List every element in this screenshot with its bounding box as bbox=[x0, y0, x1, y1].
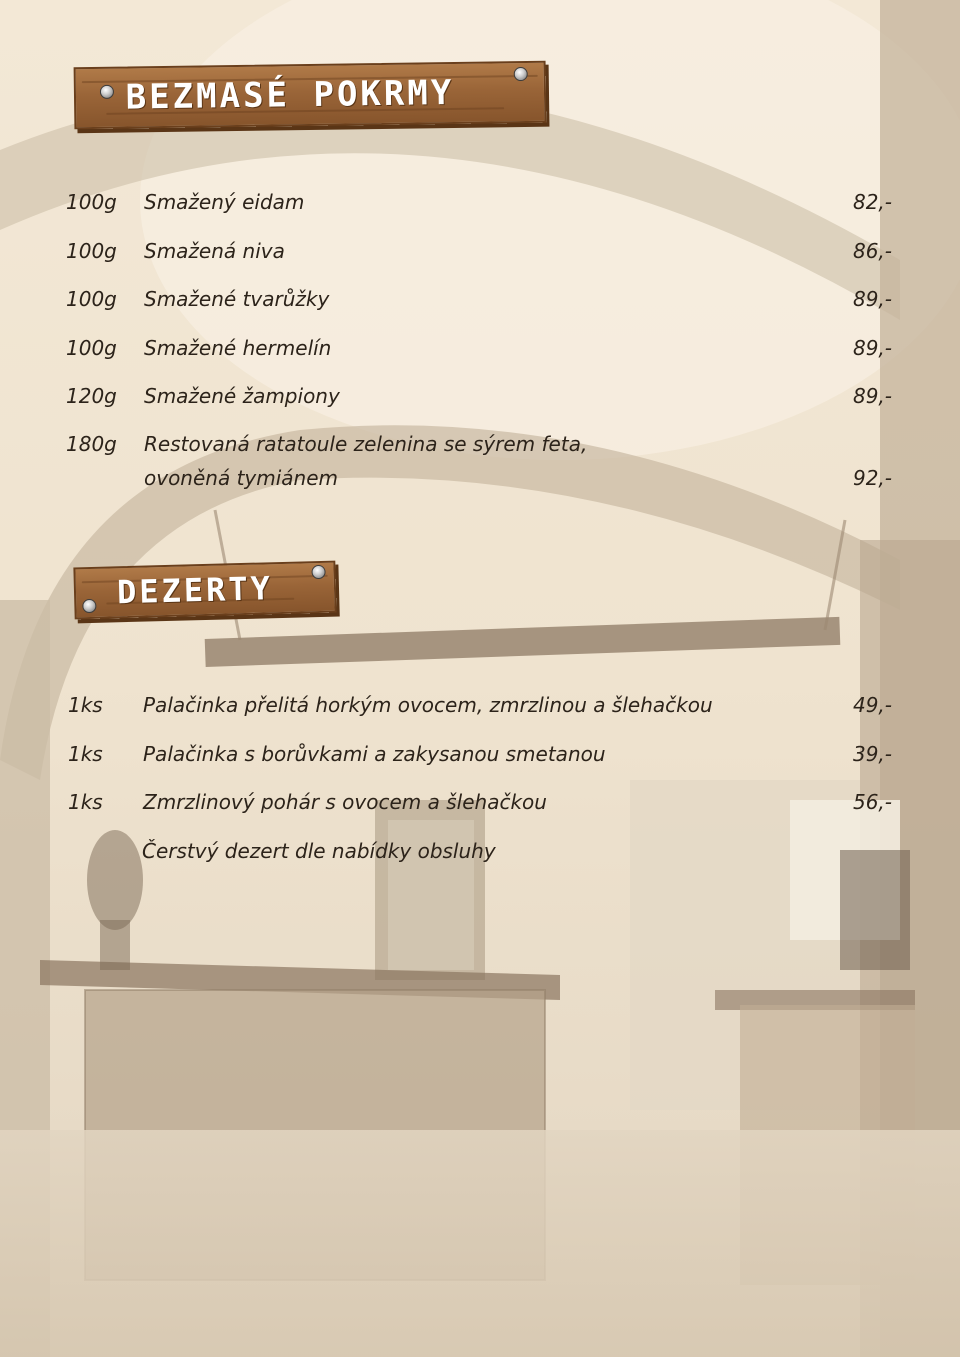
item-weight: 100g bbox=[66, 239, 117, 263]
item-price: 49,- bbox=[852, 693, 892, 717]
section-title: BEZMASÉ POKRMY bbox=[125, 72, 455, 118]
menu-item bbox=[0, 335, 960, 361]
item-weight: 100g bbox=[66, 287, 117, 311]
item-price: 56,- bbox=[852, 790, 892, 814]
item-name: Smažené hermelín bbox=[144, 336, 332, 360]
item-weight: 100g bbox=[66, 336, 117, 360]
menu-item bbox=[0, 238, 960, 264]
item-name-line2: ovoněná tymiánem bbox=[144, 466, 339, 490]
item-name: Smažená niva bbox=[144, 239, 285, 263]
menu-item bbox=[0, 189, 960, 215]
dessert-note: Čerstvý dezert dle nabídky obsluhy bbox=[142, 839, 496, 863]
item-quantity: 1ks bbox=[68, 742, 103, 766]
item-name: Palačinka přelitá horkým ovocem, zmrzlinou a šlehačkou bbox=[143, 693, 713, 717]
item-price: 39,- bbox=[852, 742, 892, 766]
item-price: 86,- bbox=[852, 239, 892, 263]
menu-item bbox=[0, 741, 960, 767]
section-title: DEZERTY bbox=[116, 569, 274, 612]
menu-item-continuation bbox=[0, 465, 960, 491]
section-sign-bezmase-pokrmy bbox=[74, 61, 547, 130]
menu-item bbox=[0, 692, 960, 718]
item-name: Restovaná ratatoule zelenina se sýrem feta, bbox=[144, 432, 588, 456]
item-weight: 100g bbox=[66, 190, 117, 214]
menu-item bbox=[0, 431, 960, 457]
menu-item bbox=[0, 286, 960, 312]
item-quantity: 1ks bbox=[68, 790, 103, 814]
item-price: 89,- bbox=[852, 287, 892, 311]
item-name: Smažený eidam bbox=[144, 190, 305, 214]
item-name: Smažené žampiony bbox=[144, 384, 340, 408]
menu-item bbox=[0, 789, 960, 815]
item-price: 89,- bbox=[852, 336, 892, 360]
section-sign-dezerty bbox=[73, 561, 336, 620]
item-price: 92,- bbox=[852, 466, 892, 490]
item-price: 89,- bbox=[852, 384, 892, 408]
item-name: Smažené tvarůžky bbox=[144, 287, 330, 311]
menu-item bbox=[0, 383, 960, 409]
item-weight: 180g bbox=[66, 432, 117, 456]
item-name: Zmrzlinový pohár s ovocem a šlehačkou bbox=[143, 790, 547, 814]
item-quantity: 1ks bbox=[68, 693, 103, 717]
item-price: 82,- bbox=[852, 190, 892, 214]
item-weight: 120g bbox=[66, 384, 117, 408]
item-name: Palačinka s borůvkami a zakysanou smetanou bbox=[143, 742, 606, 766]
